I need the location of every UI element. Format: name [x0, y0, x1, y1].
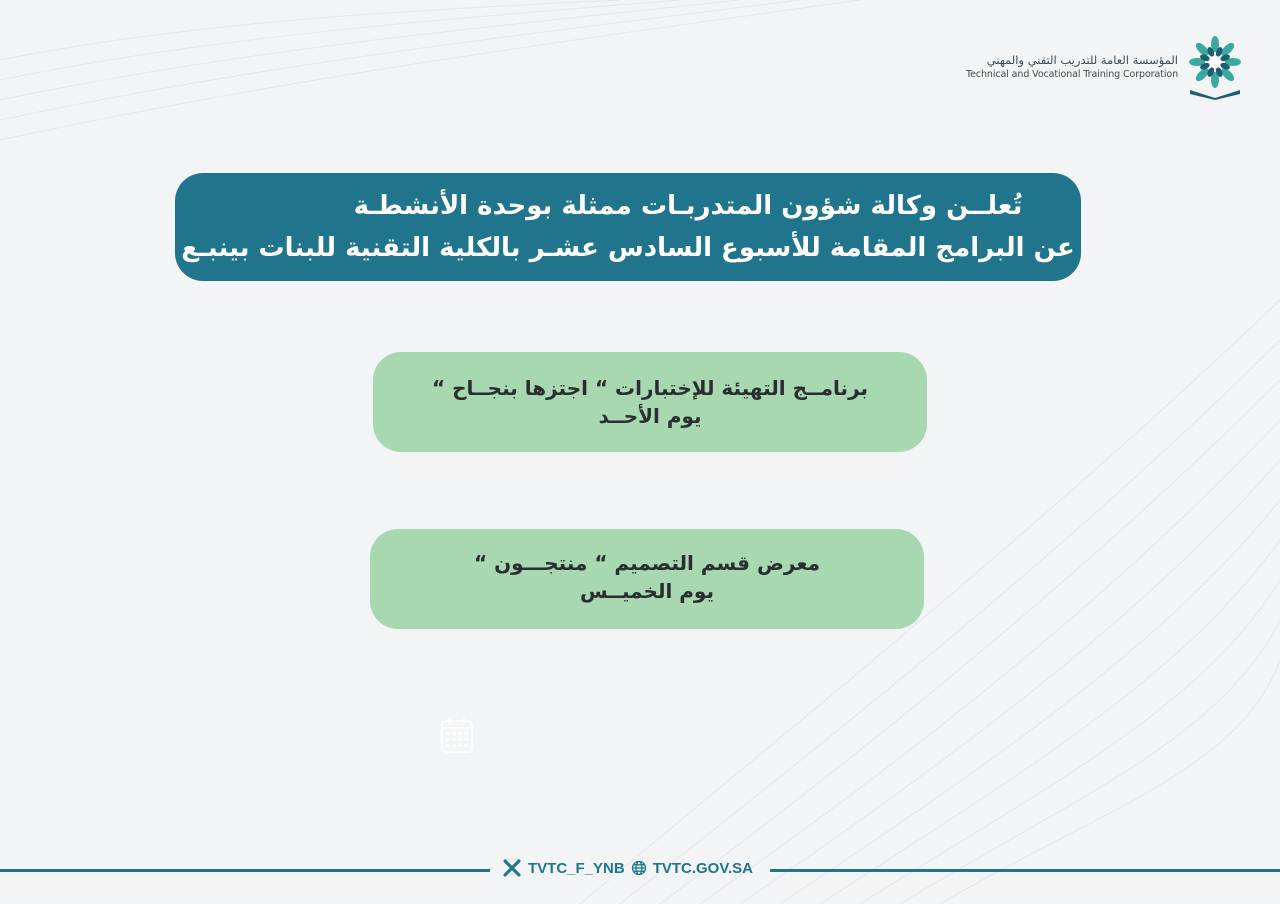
announcement-line-2: عن البرامج المقامة للأسبوع السادس عشـر بالكلية التقنية للبنات بينبـع: [181, 233, 1075, 263]
event-card-design-exhibition: [370, 529, 924, 629]
announcement-banner: [175, 173, 1081, 281]
logo-text: [966, 53, 1178, 81]
announcement-line-1: تُعلــن وكالة شؤون المتدربـات ممثلة بوحدة الأنشطـة: [353, 191, 1023, 221]
event-day: يوم الخميــس: [580, 579, 714, 603]
footer-contact: [502, 854, 753, 882]
calendar-icon: [440, 716, 474, 754]
logo-arabic-name: المؤسسة العامة للتدريب التقني والمهني: [986, 53, 1178, 67]
tvtc-emblem-icon: [1186, 34, 1244, 100]
logo-english-name: Technical and Vocational Training Corporation: [966, 69, 1178, 80]
x-logo-icon: [502, 858, 522, 878]
x-handle-link[interactable]: TVTC_F_YNB: [528, 859, 625, 877]
footer-divider-right: [770, 869, 1280, 872]
event-title: برنامــج التهيئة للإختبارات “ اجتزها بنجــاح “: [431, 376, 869, 400]
event-title: معرض قسم التصميم “ منتجـــون “: [474, 551, 820, 575]
globe-icon: [631, 860, 647, 876]
event-card-exam-prep: [373, 352, 927, 452]
event-day: يوم الأحــد: [598, 404, 702, 428]
footer-divider-left: [0, 869, 490, 872]
tvtc-logo: [966, 34, 1244, 100]
website-link[interactable]: TVTC.GOV.SA: [652, 859, 753, 877]
